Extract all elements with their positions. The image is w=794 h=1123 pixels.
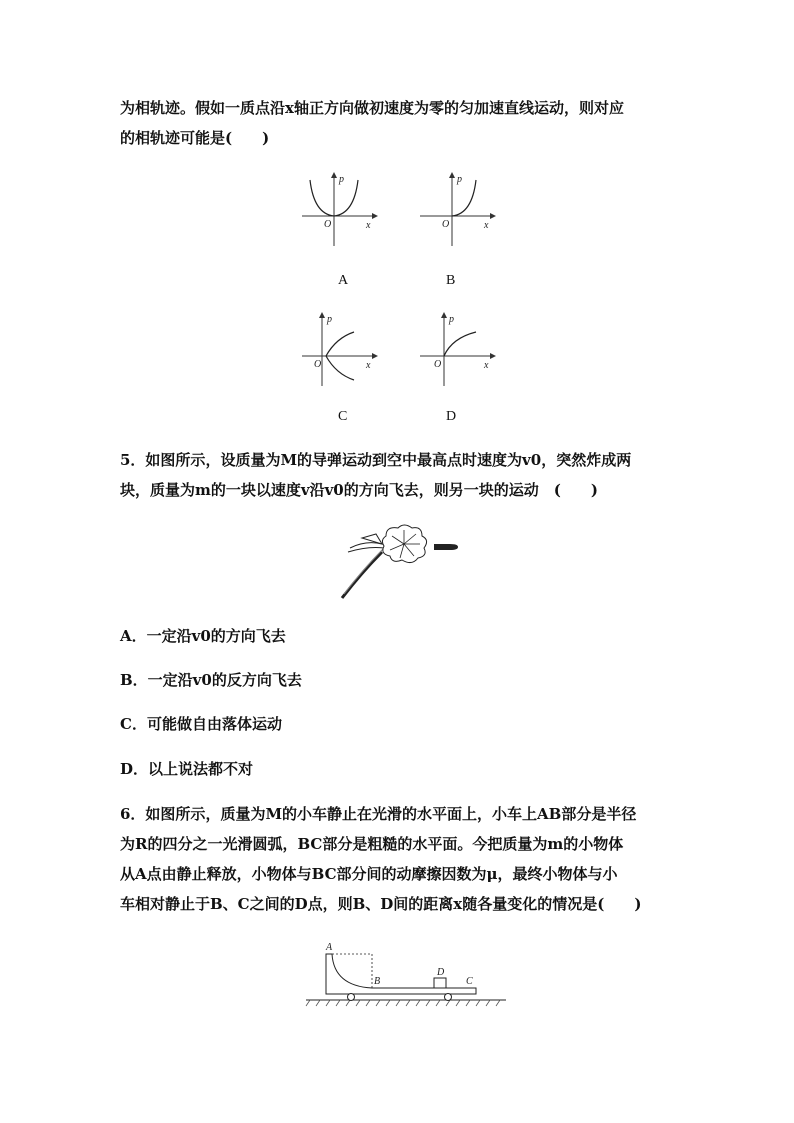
svg-text:p: p	[339, 174, 344, 185]
svg-text:x: x	[484, 220, 489, 231]
cart-figure	[306, 940, 506, 1010]
svg-text:B: B	[374, 976, 381, 987]
q6-line-4: 车相对静止于B、C之间的D点，则B、D间的距离x随各量变化的情况是( )	[120, 895, 642, 913]
svg-text:p: p	[327, 314, 332, 325]
intro-line-1: 为相轨迹。假如一质点沿x轴正方向做初速度为零的匀加速直线运动，则对应	[120, 99, 624, 117]
graph-a	[300, 170, 380, 250]
q5-option-b: B．一定沿v0的反方向飞去	[120, 671, 302, 689]
q5-option-c: C．可能做自由落体运动	[120, 715, 282, 733]
svg-text:p: p	[457, 174, 462, 185]
svg-text:O: O	[314, 359, 322, 370]
q6-line-1: 6．如图所示，质量为M的小车静止在光滑的水平面上，小车上AB部分是半径	[120, 805, 637, 823]
svg-text:C: C	[466, 976, 473, 987]
q5-line-1: 5．如图所示，设质量为M的导弹运动到空中最高点时速度为v0，突然炸成两	[120, 451, 632, 469]
q5-option-d: D．以上说法都不对	[120, 760, 254, 778]
svg-text:p: p	[449, 314, 454, 325]
svg-text:x: x	[366, 360, 371, 371]
graph-d-label: D	[446, 409, 457, 424]
q6-line-3: 从A点由静止释放，小物体与BC部分间的动摩擦因数为μ，最终小物体与小	[120, 865, 618, 883]
q5-line-2: 块，质量为m的一块以速度v沿v0的方向飞去，则另一块的运动 ( )	[120, 481, 598, 499]
graph-d	[418, 310, 498, 390]
graph-a-label: A	[338, 273, 349, 288]
svg-text:D: D	[437, 967, 445, 978]
graph-b-label: B	[446, 273, 456, 288]
graph-c	[300, 310, 380, 390]
q5-option-a: A．一定沿v0的方向飞去	[120, 627, 286, 645]
svg-text:x: x	[366, 220, 371, 231]
intro-line-2: 的相轨迹可能是( )	[120, 129, 270, 147]
svg-text:O: O	[442, 219, 450, 230]
missile-explosion-figure	[342, 522, 462, 602]
svg-text:x: x	[484, 360, 489, 371]
graph-b	[418, 170, 498, 250]
graph-c-label: C	[338, 409, 348, 424]
svg-text:A: A	[326, 942, 333, 953]
q6-line-2: 为R的四分之一光滑圆弧，BC部分是粗糙的水平面。今把质量为m的小物体	[120, 835, 624, 853]
svg-text:O: O	[324, 219, 332, 230]
svg-text:O: O	[434, 359, 442, 370]
